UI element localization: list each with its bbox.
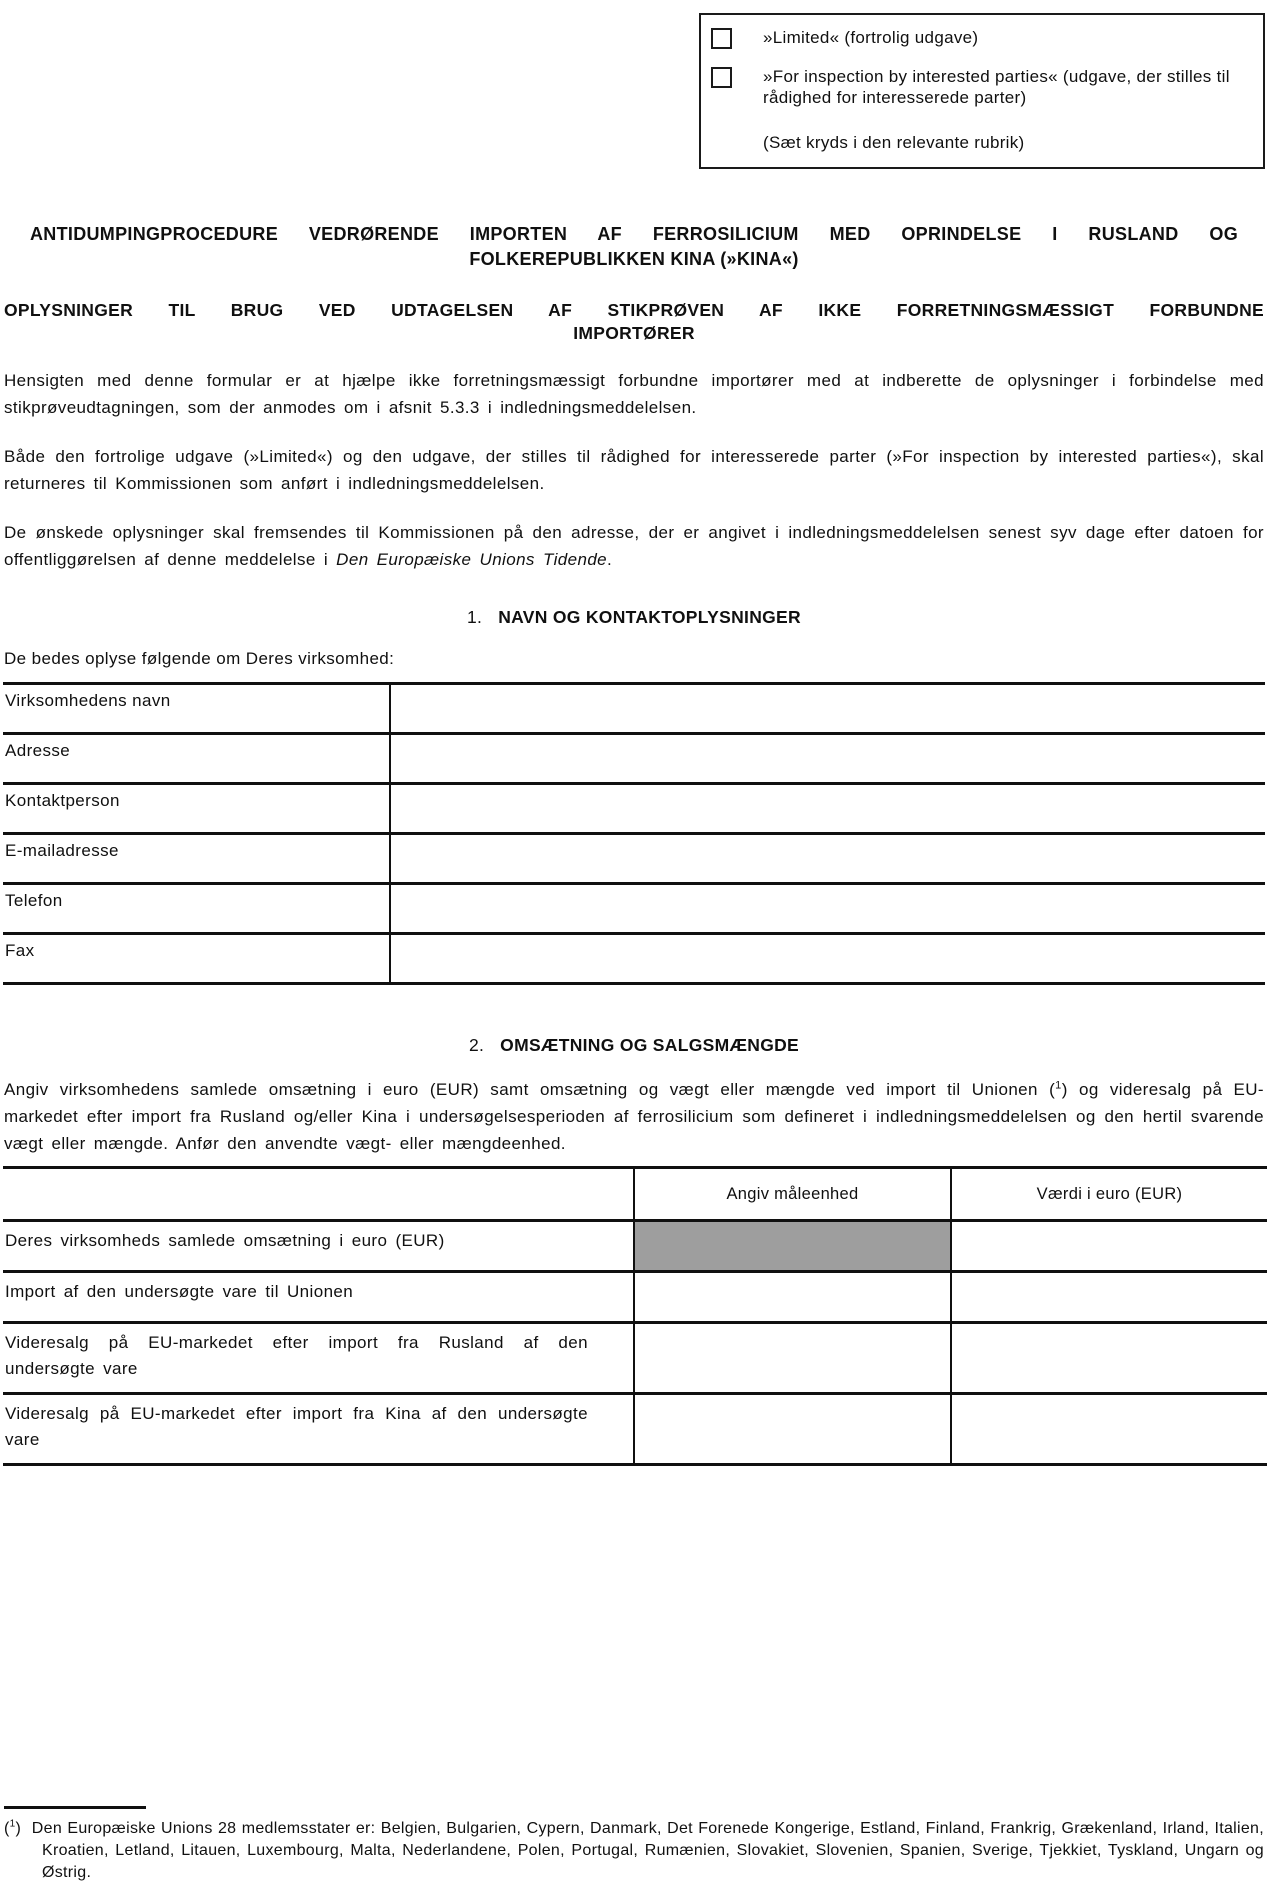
inspection-checkbox[interactable] (711, 67, 732, 88)
value-column-header: Værdi i euro (EUR) (1036, 1184, 1183, 1203)
turnover-paragraph (4, 1076, 1264, 1157)
intro-paragraph-1: Hensigten med denne formular er at hjælpe ikke forretningsmæssigt forbundne importører med at indberette de oplysninger i forbindelse med stikprøveudtagningen, som der anmodes om i afsnit 5.3.3 i indledningsmeddelelsen. (4, 371, 1264, 417)
limited-option-row (711, 27, 1251, 49)
limited-checkbox[interactable] (711, 28, 732, 49)
table-row (3, 1323, 1267, 1394)
resale-china-unit-input-cell[interactable] (634, 1394, 951, 1465)
contact-person-input-cell[interactable] (390, 784, 1265, 834)
table-row (3, 1394, 1267, 1465)
contact-person-label: Kontaktperson (3, 784, 390, 834)
fax-label: Fax (3, 934, 390, 984)
section-1-number: 1. (467, 607, 483, 627)
table-row (3, 1272, 1267, 1323)
import-union-value-input-cell[interactable] (951, 1272, 1267, 1323)
import-union-unit-input-cell[interactable] (634, 1272, 951, 1323)
footnote-1 (4, 1818, 1264, 1884)
inspection-option-row (711, 66, 1251, 108)
section-2-heading (0, 1035, 1268, 1056)
inspection-option-label: »For inspection by interested parties« (udgave, der stilles til rådighed for interesserede parter) (763, 67, 1230, 107)
table-row (3, 784, 1265, 834)
document-title-line2: FOLKEREPUBLIKKEN KINA (»KINA«) (469, 249, 799, 269)
oj-journal-name-italic: Den Europæiske Unions Tidende (336, 550, 608, 569)
total-turnover-label: Deres virksomheds samlede omsætning i euro (EUR) (3, 1221, 634, 1272)
phone-input-cell[interactable] (390, 884, 1265, 934)
total-turnover-unit-cell-shaded (634, 1221, 951, 1272)
resale-china-label: Videresalg på EU-markedet efter import fra Kina af den undersøgte vare (3, 1394, 634, 1465)
section-1-title: NAVN OG KONTAKTOPLYSNINGER (498, 607, 801, 627)
header-empty-cell (3, 1168, 634, 1221)
turnover-paragraph-text: Angiv virksomhedens samlede omsætning i euro (EUR) samt omsætning og vægt eller mængde ved import til Unionen ( (4, 1080, 1056, 1099)
address-input-cell[interactable] (390, 734, 1265, 784)
intro-paragraph-3-period: . (607, 550, 613, 569)
turnover-table (3, 1166, 1267, 1466)
fax-input-cell[interactable] (390, 934, 1265, 984)
intro-paragraph-3 (4, 519, 1264, 573)
document-title-line1: ANTIDUMPINGPROCEDURE VEDRØRENDE IMPORTEN AF FERROSILICIUM MED OPRINDELSE I RUSLAND OG (30, 224, 1238, 244)
table-row (3, 684, 1265, 734)
version-selection-box (699, 13, 1265, 169)
email-input-cell[interactable] (390, 834, 1265, 884)
document-subtitle-line2: IMPORTØRER (573, 323, 695, 343)
turnover-paragraph-text-2: ) og videresalg på EU-markedet efter import fra Rusland og/eller Kina i undersøgelsesperioden af ferrosilicium som defineret i indledningsmeddelelsen og den hertil svarende vægt eller mængde. Anfør den anvendte vægt- eller mængdeenhed. (4, 1080, 1264, 1153)
section-2-number: 2. (468, 1035, 485, 1055)
section-1-heading (0, 607, 1268, 628)
limited-option-label: »Limited« (fortrolig udgave) (763, 28, 979, 47)
intro-paragraph-2: Både den fortrolige udgave (»Limited«) og den udgave, der stilles til rådighed for interesserede parter (»For inspection by interested parties«), skal returneres til Kommissionen som anført i indledningsmeddelelsen. (4, 447, 1264, 493)
import-union-label: Import af den undersøgte vare til Unionen (3, 1272, 634, 1323)
section-2-title: OMSÆTNING OG SALGSMÆNGDE (500, 1035, 800, 1055)
table-row (3, 884, 1265, 934)
footnote-separator (4, 1806, 146, 1809)
section-1-lead: De bedes oplyse følgende om Deres virksomhed: (4, 649, 395, 668)
table-row (3, 1221, 1267, 1272)
table-row (3, 734, 1265, 784)
table-row (3, 834, 1265, 884)
version-box-note: (Sæt kryds i den relevante rubrik) (763, 133, 1025, 152)
company-name-input-cell[interactable] (390, 684, 1265, 734)
resale-russia-unit-input-cell[interactable] (634, 1323, 951, 1394)
document-title (30, 222, 1238, 272)
footnote-1-marker: ($^1$) (4, 1818, 22, 1837)
contact-fields-table (3, 682, 1265, 985)
document-subtitle (4, 299, 1264, 345)
resale-russia-label: Videresalg på EU-markedet efter import fra Rusland af den undersøgte vare (3, 1323, 634, 1394)
table-row (3, 934, 1265, 984)
footnote (4, 1806, 1264, 1884)
document-subtitle-line1: OPLYSNINGER TIL BRUG VED UDTAGELSEN AF STIKPRØVEN AF IKKE FORRETNINGSMÆSSIGT FORBUNDNE (4, 300, 1264, 320)
resale-russia-value-input-cell[interactable] (951, 1323, 1267, 1394)
table-header-row (3, 1168, 1267, 1221)
footnote-1-text: Den Europæiske Unions 28 medlemsstater er: Belgien, Bulgarien, Cypern, Danmark, Det Forenede Kongerige, Estland, Finland, Frankrig, Grækenland, Irland, Italien, Kroatien, Letland, Litauen, Luxembourg, Malta, Nederlandene, Polen, Portugal, Rumænien, Slovakiet, Slovenien, Spanien, Sverige, Tjekkiet, Tyskland, Ungarn og Østrig. (31, 1820, 1264, 1881)
footnote-1-reference: 1 (1055, 1079, 1062, 1092)
company-name-label: Virksomhedens navn (3, 684, 390, 734)
resale-china-value-input-cell[interactable] (951, 1394, 1267, 1465)
phone-label: Telefon (3, 884, 390, 934)
email-label: E-mailadresse (3, 834, 390, 884)
unit-column-header: Angiv måleenhed (634, 1168, 951, 1221)
intro-paragraph-3-text: De ønskede oplysninger skal fremsendes til Kommissionen på den adresse, der er angivet i indledningsmeddelelsen senest syv dage efter datoen for offentliggørelsen af denne meddelelse i (4, 523, 1264, 569)
address-label: Adresse (3, 734, 390, 784)
total-turnover-value-input-cell[interactable] (951, 1221, 1267, 1272)
